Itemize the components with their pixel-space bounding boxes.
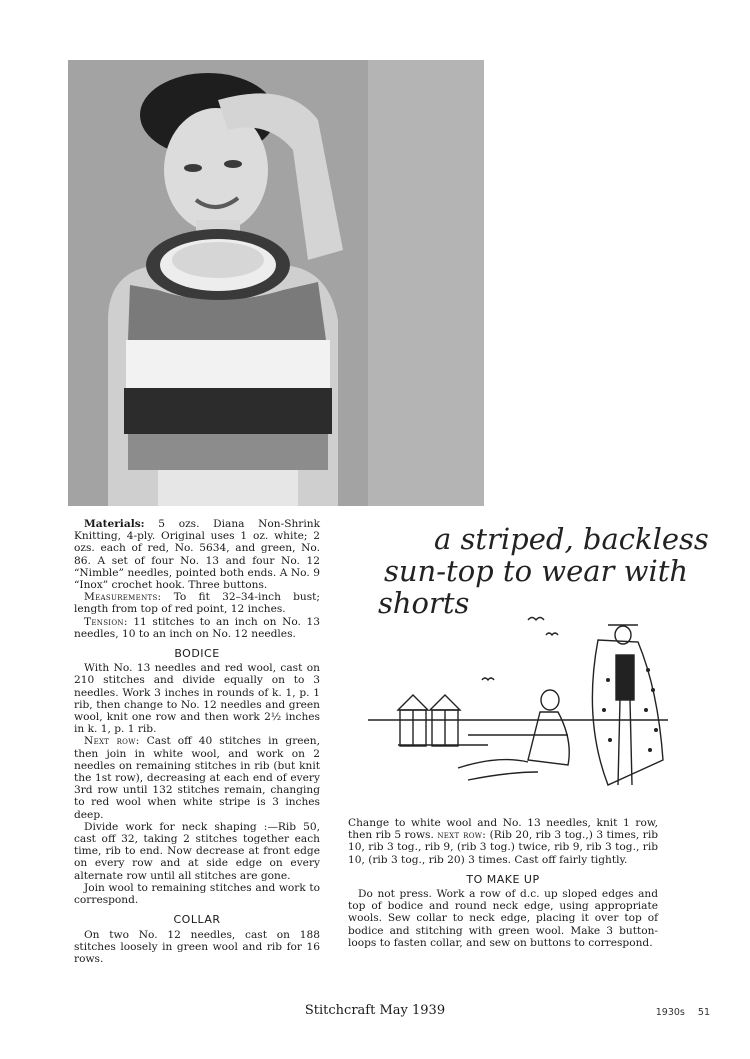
measurements-text: To fit 32–34-inch bust; length from top of red point, 12 inches. bbox=[74, 591, 321, 616]
next-row-label-right: next row: bbox=[437, 829, 487, 842]
right-column bbox=[348, 817, 658, 949]
footer-title: Stitchcraft May 1939 bbox=[304, 1003, 446, 1018]
model-photo bbox=[68, 60, 484, 506]
bodice-paragraph-3: Divide work for neck shaping :—Rib 50, cast off 32, taking 2 stitches together each time, rib to end. Now decrease at front edge on every row and at side edge on every alternate row until all stitches are gone. bbox=[74, 820, 320, 882]
left-column bbox=[74, 518, 320, 965]
bodice-paragraph-2 bbox=[74, 735, 320, 820]
footer-page-info bbox=[646, 1007, 710, 1018]
script-line-1: a striped, backless bbox=[434, 522, 709, 556]
tension-label: Tension: bbox=[84, 615, 128, 628]
page-number: 51 bbox=[697, 1007, 710, 1018]
script-line-3: shorts bbox=[378, 586, 470, 620]
collar-paragraph-2 bbox=[348, 817, 658, 866]
materials-paragraph bbox=[74, 518, 320, 591]
make-up-paragraph: Do not press. Work a row of d.c. up sloped edges and top of bodice and round neck edge, using appropriate wools. Sew collar to neck edge, placing it over top of bodice and stitching with green wool. Make 3 button-loops to fasten collar, and sew on buttons to correspond. bbox=[348, 888, 658, 949]
bodice-paragraph-1: With No. 13 needles and red wool, cast on 210 stitches and divide equally on to 3 needles. Work 3 inches in rounds of k. 1, p. 1 rib, then change to No. 12 needles and green wool, knit one row and then work 2½ inches in k. 1, p. 1 rib. bbox=[74, 662, 320, 736]
bodice-paragraph-2-text: Cast off 40 stitches in green, then join in white wool, and work on 2 needles on remaining stitches in rib (but knit the 1st row), decreasing at each end of every 3rd row until 132 stitches remain, changing to red wool when white stripe is 3 inches deep. bbox=[74, 735, 320, 821]
script-line-2: sun-top to wear with bbox=[384, 554, 689, 588]
measurements-paragraph bbox=[74, 591, 320, 615]
materials-text: 5 ozs. Diana Non-Shrink Knitting, 4-ply. Original uses 1 oz. white; 2 ozs. each of red, No. 5634, and green, No. 86. A set of four No. 13 and four No. 12 “Nimble” needles, pointed both ends. A No. 9 “Inox” crochet hook. Three buttons. bbox=[74, 518, 320, 592]
collar-heading: COLLAR bbox=[173, 913, 221, 927]
make-up-heading: TO MAKE UP bbox=[466, 872, 540, 886]
next-row-label: Next row: bbox=[84, 735, 140, 748]
collar-paragraph-2b-text: (Rib 20, rib 3 tog.,) 3 times, rib 10, rib 3 tog., rib 9, (rib 3 tog.) twice, rib 9, rib 3 tog., rib 10, (rib 3 tog., rib 20) 3 times. Cast off fairly tightly. bbox=[348, 829, 658, 866]
bodice-heading: BODICE bbox=[174, 647, 220, 661]
materials-label: Materials: bbox=[84, 518, 145, 530]
measurements-label: Measurements: bbox=[84, 591, 162, 604]
tension-paragraph bbox=[74, 616, 320, 640]
bodice-paragraph-4: Join wool to remaining stitches and work to correspond. bbox=[74, 881, 320, 907]
tension-text: 11 stitches to an inch on No. 13 needles, 10 to an inch on No. 12 needles. bbox=[74, 615, 321, 640]
footer-era: 1930s bbox=[655, 1007, 685, 1018]
beach-illustration bbox=[368, 600, 668, 800]
collar-paragraph-1: On two No. 12 needles, cast on 188 stitches loosely in green wool and rib for 16 rows. bbox=[74, 928, 320, 965]
collar-paragraph-2-text: Change to white wool and No. 13 needles, knit 1 row, then rib 5 rows. bbox=[348, 817, 658, 842]
